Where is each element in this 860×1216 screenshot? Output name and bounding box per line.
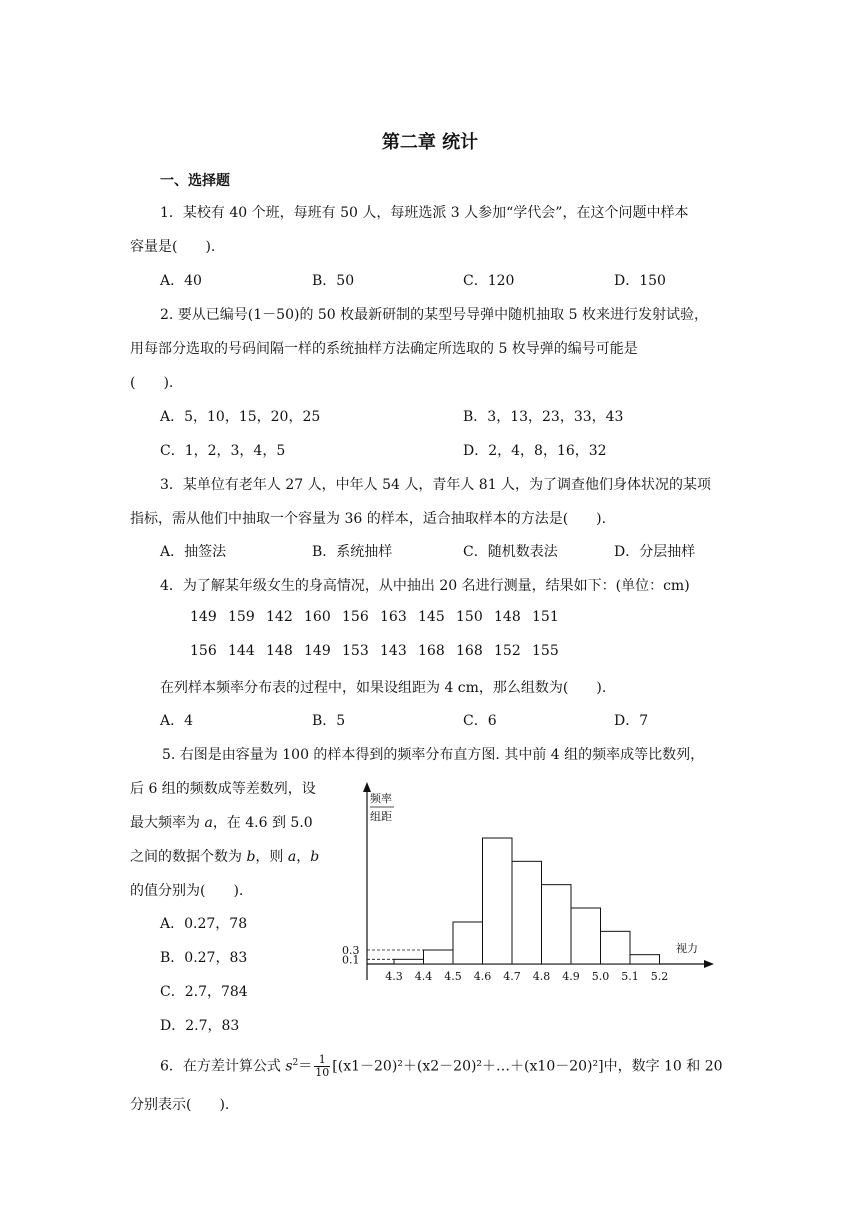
var-b: b xyxy=(246,849,256,865)
q3-line2: 指标，需从他们中抽取一个容量为 36 的样本，适合抽取样本的方法是( ). xyxy=(130,511,607,527)
data-value: 142 xyxy=(266,609,293,625)
q5-option-d: D．2.7，83 xyxy=(160,1018,240,1034)
var-b: b xyxy=(310,849,320,865)
q6-prefix: 6．在方差计算公式 xyxy=(160,1058,286,1075)
x-tick-label: 4.5 xyxy=(444,970,462,983)
text: ，在 4.6 到 5.0 xyxy=(212,815,313,831)
q5-line2: 后 6 组的频数成等差数列，设 xyxy=(130,781,316,797)
var-a: a xyxy=(204,815,213,831)
q5-line5: 的值分别为( ). xyxy=(130,883,244,899)
data-value: 156 xyxy=(342,609,369,625)
q2-line3: ( ). xyxy=(130,375,174,391)
q2-option-b: B．3，13，23，33，43 xyxy=(463,409,624,425)
q6-formula-body: [(x1－20)²＋(x2－20)²＋…＋(x10－20)²]中，数字 10 和 20 xyxy=(332,1058,723,1075)
page-title: 第二章 统计 xyxy=(381,132,479,153)
data-value: 148 xyxy=(494,609,521,625)
data-value: 159 xyxy=(228,609,255,625)
histogram-bar xyxy=(394,959,424,964)
q5-line4 xyxy=(130,846,319,866)
data-value: 153 xyxy=(342,643,369,659)
q4-option-c: C．6 xyxy=(463,713,497,729)
fraction xyxy=(314,1054,330,1079)
data-value: 148 xyxy=(266,643,293,659)
equals: ＝ xyxy=(298,1058,313,1075)
q1-line2: 容量是( ). xyxy=(130,239,216,255)
q1-option-c: C．120 xyxy=(463,273,515,289)
x-tick-label: 4.6 xyxy=(473,970,492,983)
q2-option-a: A．5，10，15，20，25 xyxy=(160,409,321,425)
q3-line1: 3．某单位有老年人 27 人，中年人 54 人，青年人 81 人，为了调查他们身体状况的某项 xyxy=(160,477,712,493)
data-value: 168 xyxy=(456,643,483,659)
q4-data-row-1 xyxy=(190,609,570,625)
q2-line1: 2. 要从已编号(1－50)的 50 枚最新研制的某型号导弹中随机抽取 5 枚来进行发射试验， xyxy=(160,307,708,323)
text: 之间的数据个数为 xyxy=(130,849,247,865)
x-tick-label: 4.9 xyxy=(562,970,580,983)
x-tick-label: 4.8 xyxy=(532,970,551,983)
q4-option-d: D．7 xyxy=(614,713,649,729)
data-value: 163 xyxy=(380,609,407,625)
q2-option-d: D．2，4，8，16，32 xyxy=(463,443,607,459)
histogram-bar xyxy=(453,922,483,964)
q1-line1: 1．某校有 40 个班，每班有 50 人，每班选派 3 人参加“学代会”，在这个问题中样本 xyxy=(160,205,689,221)
exponent: 2 xyxy=(292,1057,299,1068)
guides-group xyxy=(367,950,424,959)
q4-line1: 4．为了解某年级女生的身高情况，从中抽出 20 名进行测量，结果如下：(单位：cm) xyxy=(160,578,690,594)
var-a: a xyxy=(287,849,297,865)
q5-option-a: A．0.27，78 xyxy=(160,916,248,932)
text: 最大频率为 xyxy=(130,815,205,831)
histogram-bar xyxy=(542,885,572,964)
q4-option-b: B．5 xyxy=(312,713,346,729)
q2-line2: 用每部分选取的号码间隔一样的系统抽样方法确定所选取的 5 枚导弹的编号可能是 xyxy=(130,341,638,357)
x-tick-label: 4.7 xyxy=(503,970,521,983)
q4-option-a: A．4 xyxy=(160,713,194,729)
data-value: 143 xyxy=(380,643,407,659)
q1-option-a: A．40 xyxy=(160,273,202,289)
x-tick-label: 5.2 xyxy=(650,970,669,983)
y-ticks-group xyxy=(342,944,360,966)
data-value: 152 xyxy=(494,643,521,659)
q3-option-c: C．随机数表法 xyxy=(463,544,558,560)
q6-line1 xyxy=(160,1054,723,1079)
section-heading: 一、选择题 xyxy=(160,173,230,189)
data-value: 149 xyxy=(304,643,331,659)
q2-option-c: C．1，2，3，4，5 xyxy=(160,443,286,459)
data-value: 156 xyxy=(190,643,217,659)
q5-option-b: B．0.27，83 xyxy=(160,950,248,966)
fraction-numerator: 1 xyxy=(314,1054,330,1067)
data-value: 145 xyxy=(418,609,445,625)
q1-option-d: D．150 xyxy=(614,273,666,289)
y-label-bottom: 组距 xyxy=(370,810,392,823)
data-value: 149 xyxy=(190,609,217,625)
histogram-bar xyxy=(483,838,513,964)
q5-line1: 5. 右图是由容量为 100 的样本得到的频率分布直方图. 其中前 4 组的频率成等比数列， xyxy=(162,747,705,763)
x-tick-label: 5.0 xyxy=(591,970,610,983)
histogram-bar xyxy=(424,950,454,964)
x-ticks-group xyxy=(385,970,668,983)
q5-option-c: C．2.7，784 xyxy=(160,984,248,1000)
q6-line2: 分别表示( ). xyxy=(130,1097,230,1113)
data-value: 160 xyxy=(304,609,331,625)
var-s: s xyxy=(285,1058,293,1075)
histogram-bar xyxy=(512,861,542,964)
x-tick-label: 4.4 xyxy=(414,970,433,983)
data-value: 168 xyxy=(418,643,445,659)
q4-line2: 在列样本频率分布表的过程中，如果设组距为 4 cm，那么组数为( ). xyxy=(160,680,607,696)
q5-line3 xyxy=(130,812,313,832)
text: ， xyxy=(296,849,311,865)
x-tick-label: 4.3 xyxy=(385,970,403,983)
histogram-bar xyxy=(571,908,601,964)
q3-option-b: B．系统抽样 xyxy=(312,544,393,560)
x-tick-label: 5.1 xyxy=(621,970,639,983)
data-value: 155 xyxy=(532,643,559,659)
q4-data-row-2 xyxy=(190,643,570,659)
q3-option-d: D．分层抽样 xyxy=(614,544,696,560)
x-axis-label: 视力 xyxy=(676,942,698,955)
y-tick-label: 0.1 xyxy=(342,953,360,967)
bars-group xyxy=(394,838,660,964)
data-value: 150 xyxy=(456,609,483,625)
y-label-top: 频率 xyxy=(370,792,392,805)
data-value: 151 xyxy=(532,609,559,625)
histogram-bar xyxy=(601,931,631,964)
fraction-denominator: 10 xyxy=(315,1066,330,1079)
data-value: 144 xyxy=(228,643,255,659)
frequency-histogram xyxy=(330,780,730,990)
y-axis-arrow xyxy=(363,782,371,792)
x-axis-arrow xyxy=(704,960,714,968)
q1-option-b: B．50 xyxy=(312,273,355,289)
text: ，则 xyxy=(255,849,288,865)
y-tick-label: 0.3 xyxy=(342,944,360,957)
histogram-bar xyxy=(630,955,660,964)
q3-option-a: A．抽签法 xyxy=(160,544,227,560)
